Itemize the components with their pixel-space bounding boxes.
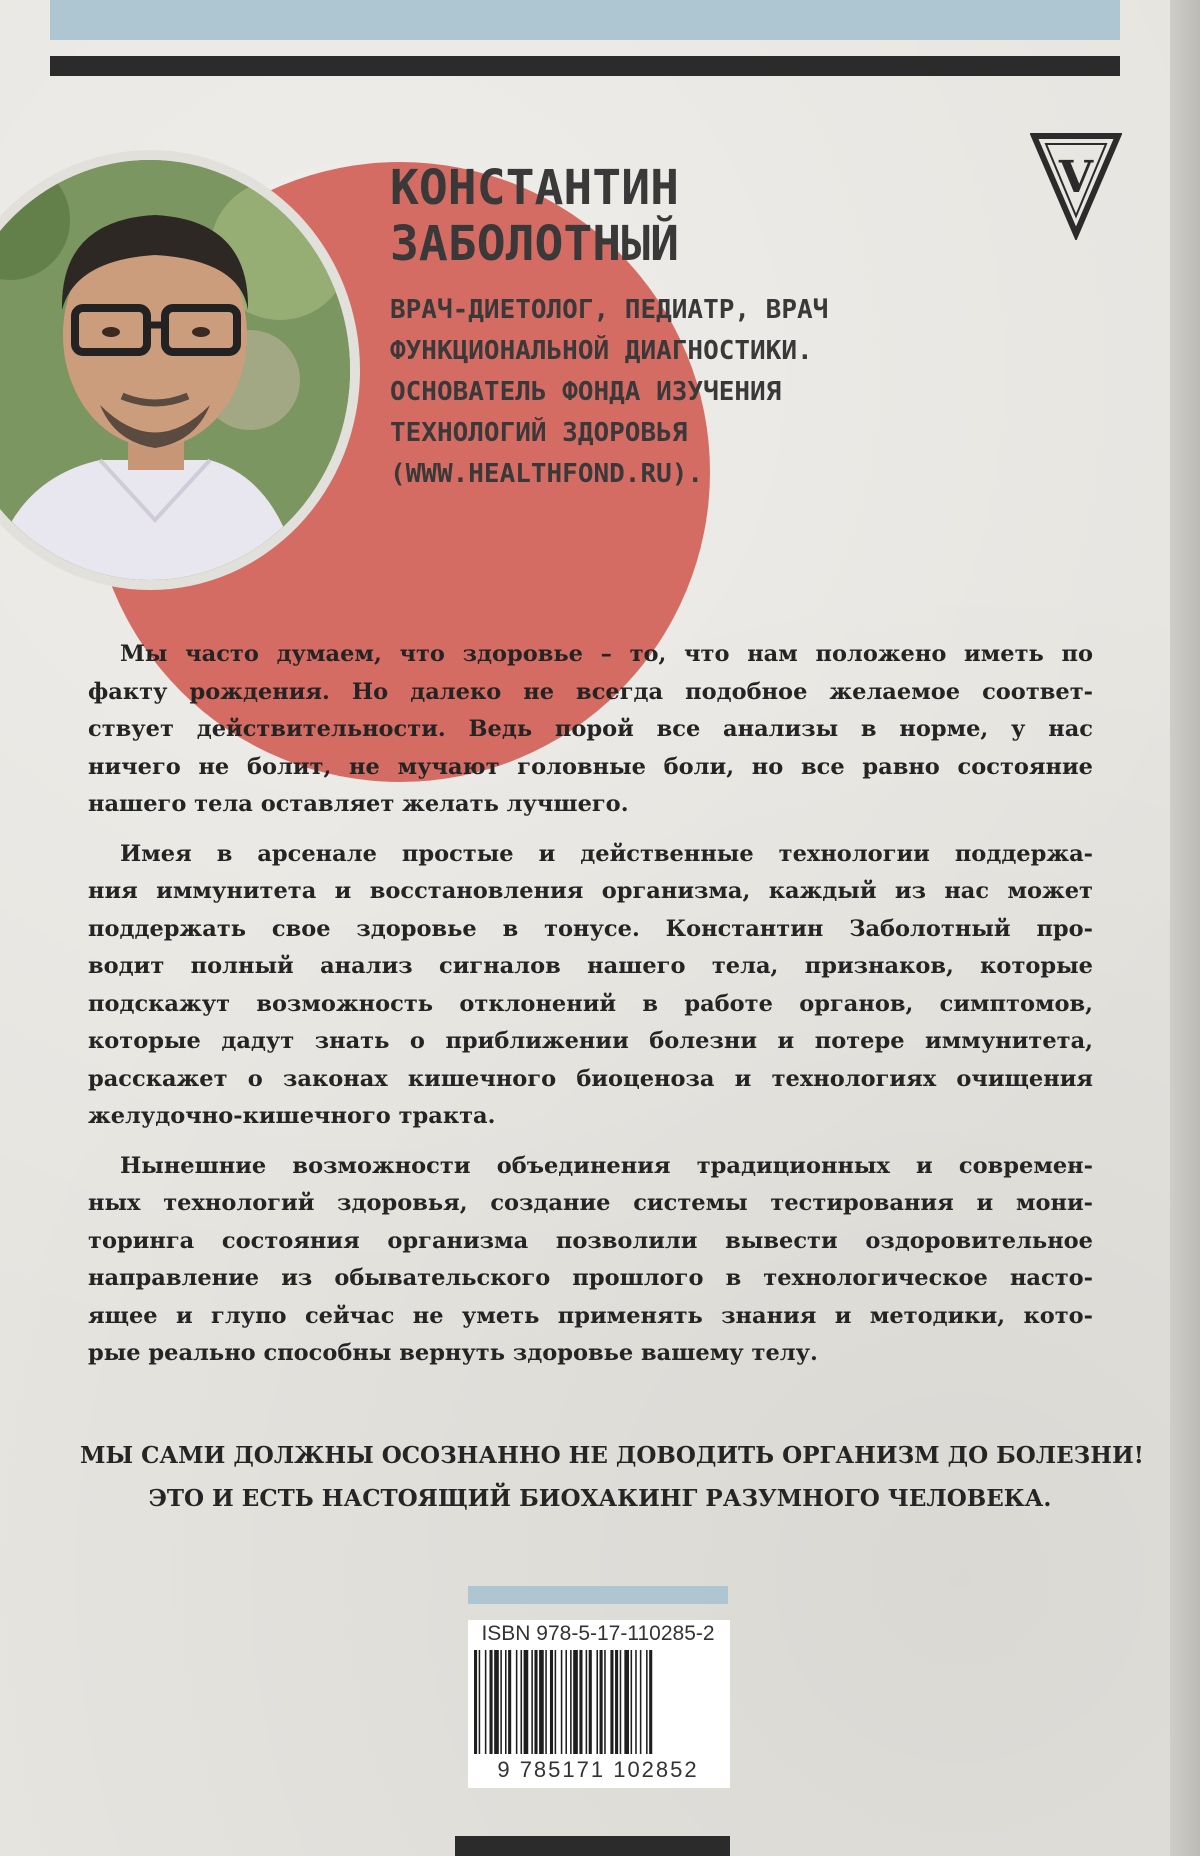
barcode-bar — [573, 1650, 578, 1754]
text-line: водит полный анализ сигналов нашего тела, признаков, которые — [88, 953, 1093, 979]
barcode-bar — [485, 1650, 487, 1754]
book-description — [88, 636, 1093, 1385]
text-line: торинга состояния организма позволили вывести оздоровительное — [88, 1227, 1093, 1254]
barcode-bar — [500, 1650, 502, 1754]
description-paragraph-2 — [88, 836, 1093, 1136]
bottom-dark-bar — [455, 1836, 730, 1856]
barcode-bar — [589, 1650, 592, 1754]
text-line: направление из обывательского прошлого в технологическое насто- — [88, 1265, 1093, 1291]
barcode-bar — [635, 1650, 637, 1754]
slogan-line-1: МЫ САМИ ДОЛЖНЫ ОСОЗНАННО НЕ ДОВОДИТЬ ОРГАНИЗМ ДО БОЛЕЗНИ! — [80, 1442, 1144, 1469]
author-name — [390, 160, 990, 272]
slogan — [80, 1434, 1144, 1520]
barcode-bar — [505, 1650, 507, 1754]
bio-line: ВРАЧ-ДИЕТОЛОГ, ПЕДИАТР, ВРАЧ — [390, 295, 829, 325]
description-paragraph-1 — [88, 636, 1093, 824]
barcode-bar — [490, 1650, 493, 1754]
barcode-bar — [521, 1650, 523, 1754]
barcode-bar — [620, 1650, 622, 1754]
text-line: ничего не болит, не мучают головные боли, но все равно состояние — [88, 753, 1093, 780]
barcode-bars — [472, 1650, 726, 1754]
barcode-bar — [586, 1650, 588, 1754]
barcode-bar — [600, 1650, 603, 1754]
slogan-line-2: ЭТО И ЕСТЬ НАСТОЯЩИЙ БИОХАКИНГ РАЗУМНОГО ЧЕЛОВЕКА. — [148, 1485, 1052, 1512]
barcode-bar — [596, 1650, 598, 1754]
text-line: Нынешние возможности объединения традиционных и современ- — [120, 1152, 1093, 1179]
text-line: ных технологий здоровья, создание системы тестирования и мони- — [88, 1190, 1093, 1216]
barcode-bar — [646, 1650, 648, 1754]
text-line: факту рождения. Но далеко не всегда подобное желаемое соответ- — [88, 678, 1093, 705]
barcode-bar — [545, 1650, 547, 1754]
barcode-bar — [631, 1650, 633, 1754]
barcode-bar — [610, 1650, 613, 1754]
barcode-bar — [561, 1650, 563, 1754]
text-line: которые дадут знать о приближении болезни и потере иммунитета, — [88, 1028, 1093, 1054]
text-line: желудочно-кишечного тракта. — [88, 1103, 496, 1129]
text-line: ния иммунитета и восстановления организма, каждый из нас может — [88, 878, 1093, 904]
barcode-bar — [474, 1650, 477, 1754]
v-triangle-icon — [1030, 130, 1122, 240]
author-last-name: ЗАБОЛОТНЫЙ — [390, 216, 679, 272]
author-bio — [390, 290, 1040, 495]
barcode-bar — [649, 1650, 652, 1754]
barcode-bar — [534, 1650, 537, 1754]
author-first-name: КОНСТАНТИН — [390, 160, 679, 216]
text-line: Имея в арсенале простые и действенные технологии поддержа- — [120, 840, 1093, 867]
text-line: поддержать свое здоровье в тонусе. Константин Заболотный про- — [88, 915, 1093, 942]
barcode-bar — [604, 1650, 606, 1754]
text-line: рые реально способны вернуть здоровье вашему телу. — [88, 1340, 818, 1366]
bio-line: ФУНКЦИОНАЛЬНОЙ ДИАГНОСТИКИ. — [390, 336, 813, 366]
description-paragraph-3 — [88, 1148, 1093, 1373]
barcode-bar — [531, 1650, 533, 1754]
bio-line: ТЕХНОЛОГИЙ ЗДОРОВЬЯ — [390, 418, 688, 448]
top-dark-bar — [50, 56, 1120, 76]
barcode-bar — [555, 1650, 557, 1754]
bio-line: ОСНОВАТЕЛЬ ФОНДА ИЗУЧЕНИЯ — [390, 377, 782, 407]
barcode-bar — [624, 1650, 629, 1754]
bio-line-website: (WWW.HEALTHFOND.RU). — [390, 459, 704, 489]
barcode-bar — [640, 1650, 642, 1754]
barcode-digits: 9 785171 102852 — [497, 1757, 699, 1782]
barcode-bar — [550, 1650, 553, 1754]
barcode-bar — [565, 1650, 567, 1754]
text-line: ящее и глупо сейчас не уметь применять знания и методики, кото- — [88, 1302, 1093, 1329]
barcode-blue-strip — [468, 1586, 728, 1604]
barcode-bar — [508, 1650, 511, 1754]
barcode-bar — [539, 1650, 544, 1754]
barcode-bar — [524, 1650, 529, 1754]
text-line: нашего тела оставляет желать лучшего. — [88, 791, 629, 817]
svg-text:V: V — [1058, 152, 1094, 203]
barcode-bar — [494, 1650, 499, 1754]
text-line: ствует действительности. Ведь порой все анализы в норме, у нас — [88, 716, 1093, 742]
spine-edge — [1170, 0, 1200, 1856]
text-line: Мы часто думаем, что здоровье – то, что нам положено иметь по — [120, 641, 1093, 667]
isbn-text: ISBN 978-5-17-110285-2 — [481, 1622, 715, 1645]
barcode-bar — [479, 1650, 481, 1754]
barcode-bar — [579, 1650, 582, 1754]
top-blue-band — [50, 0, 1120, 40]
barcode-bar — [516, 1650, 518, 1754]
barcode-bar — [615, 1650, 618, 1754]
author-portrait-illustration — [0, 160, 350, 580]
text-line: подскажут возможность отклонений в работе органов, симптомов, — [88, 990, 1093, 1017]
barcode-bar — [570, 1650, 572, 1754]
text-line: расскажет о законах кишечного биоценоза и технологиях очищения — [88, 1065, 1093, 1092]
